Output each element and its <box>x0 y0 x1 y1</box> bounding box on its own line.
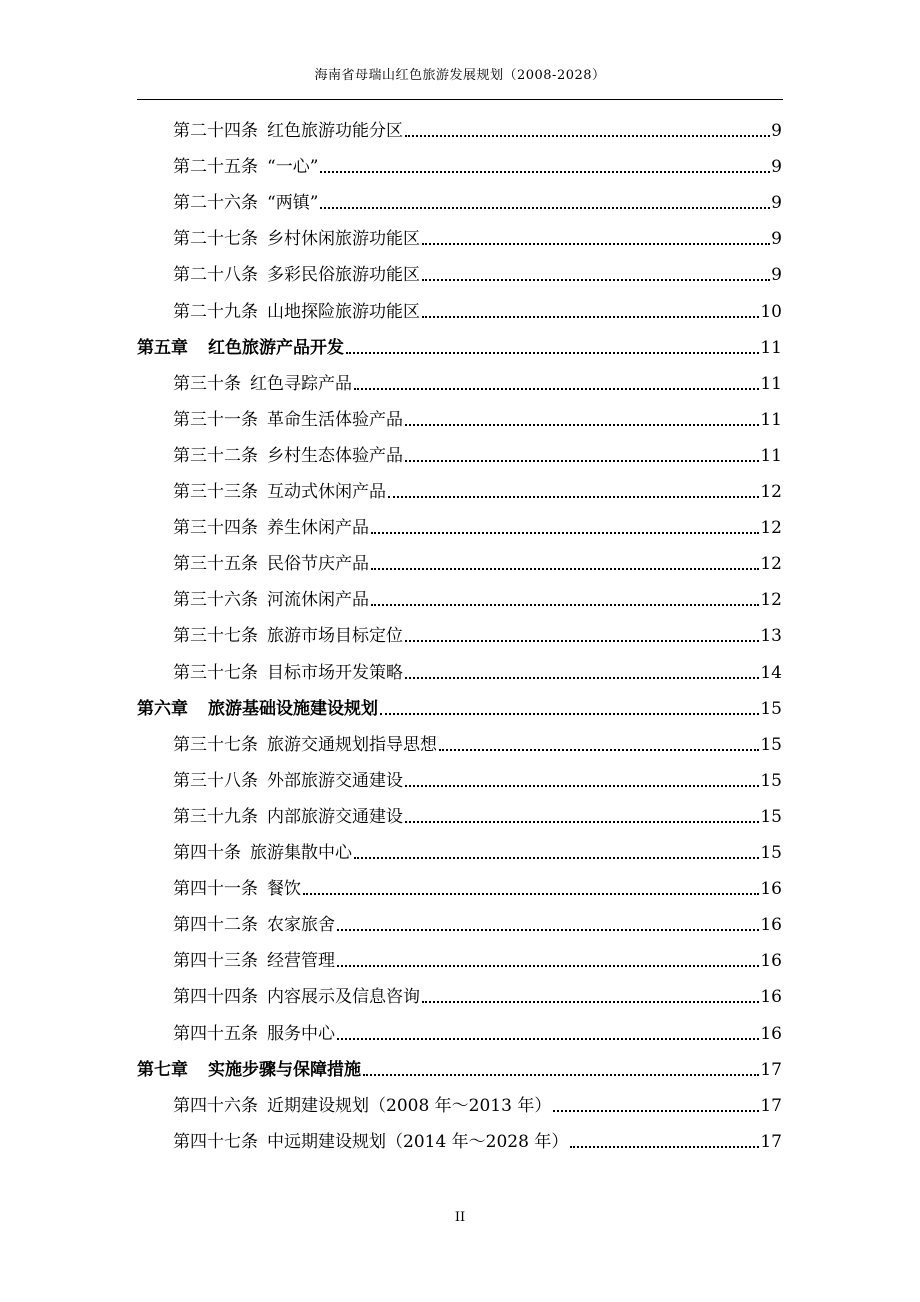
toc-entry-number: 第三十八条 <box>173 770 258 791</box>
toc-article-entry[interactable] <box>173 112 782 142</box>
toc-entry-title: 红色旅游功能分区 <box>267 121 403 141</box>
toc-dot-leader <box>405 424 759 426</box>
toc-dot-leader <box>371 532 759 534</box>
toc-article-entry[interactable] <box>173 906 782 936</box>
toc-dot-leader <box>422 316 759 318</box>
toc-entry-number: 第四十四条 <box>173 987 258 1008</box>
toc-dot-leader <box>422 243 770 245</box>
header-rule <box>137 99 783 100</box>
toc-entry-number: 第三十二条 <box>173 445 258 466</box>
toc-article-entry[interactable] <box>173 617 782 647</box>
toc-entry-number: 第四十二条 <box>173 915 258 936</box>
toc-dot-leader <box>405 460 759 462</box>
toc-entry-number: 第七章 <box>137 1059 188 1080</box>
toc-entry-page: 10 <box>760 301 782 322</box>
toc-dot-leader <box>320 171 770 173</box>
toc-chapter-entry[interactable] <box>137 1051 782 1081</box>
toc-dot-leader <box>346 352 759 354</box>
toc-entry-page: 12 <box>760 590 782 611</box>
toc-article-entry[interactable] <box>173 978 782 1008</box>
toc-dot-leader <box>371 604 759 606</box>
toc-dot-leader <box>553 1110 759 1112</box>
toc-entry-page: 11 <box>760 337 782 358</box>
toc-entry-title: 服务中心 <box>267 1023 335 1044</box>
toc-entry-page: 15 <box>760 770 782 791</box>
toc-dot-leader <box>363 1074 759 1076</box>
toc-entry-title: 山地探险旅游功能区 <box>267 301 420 322</box>
toc-article-entry[interactable] <box>173 184 782 214</box>
toc-entry-page: 14 <box>760 662 782 683</box>
toc-dot-leader <box>405 785 759 787</box>
toc-entry-number: 第三十七条 <box>173 662 258 683</box>
toc-entry-number: 第二十九条 <box>173 301 258 322</box>
toc-entry-page: 15 <box>760 806 782 827</box>
toc-article-entry[interactable] <box>173 365 782 395</box>
toc-dot-leader <box>405 821 759 823</box>
toc-entry-page: 9 <box>771 265 782 286</box>
toc-dot-leader <box>422 1001 759 1003</box>
toc-entry-page: 11 <box>760 409 782 430</box>
toc-entry-number: 第三十四条 <box>173 518 258 539</box>
toc-entry-number: 第六章 <box>137 698 188 719</box>
toc-article-entry[interactable] <box>173 834 782 864</box>
toc-dot-leader <box>388 496 759 498</box>
toc-entry-page: 17 <box>760 1095 782 1116</box>
toc-entry-number: 第二十四条 <box>173 121 258 141</box>
toc-entry-number: 第三十七条 <box>173 626 258 647</box>
toc-entry-page: 17 <box>760 1059 782 1080</box>
toc-article-entry[interactable] <box>173 220 782 250</box>
toc-entry-number: 第三十五条 <box>173 554 258 575</box>
toc-article-entry[interactable] <box>173 293 782 323</box>
toc-entry-page: 16 <box>760 1023 782 1044</box>
toc-article-entry[interactable] <box>173 1087 782 1117</box>
toc-article-entry[interactable] <box>173 148 782 178</box>
toc-entry-title: 内容展示及信息咨询 <box>267 987 420 1008</box>
toc-entry-page: 12 <box>760 482 782 502</box>
toc-entry-title: 目标市场开发策略 <box>267 662 403 683</box>
toc-dot-leader <box>354 388 759 390</box>
toc-entry-number: 第二十五条 <box>173 157 258 178</box>
toc-entry-number: 第三十九条 <box>173 806 258 827</box>
toc-entry-page: 16 <box>760 951 782 972</box>
toc-entry-title: 旅游市场目标定位 <box>267 626 403 647</box>
toc-entry-number: 第二十七条 <box>173 229 258 250</box>
toc-dot-leader <box>371 568 759 570</box>
toc-article-entry[interactable] <box>173 437 782 467</box>
toc-entry-title: 革命生活体验产品 <box>267 409 403 430</box>
toc-entry-title: 内部旅游交通建设 <box>267 806 403 827</box>
toc-article-entry[interactable] <box>173 762 782 792</box>
toc-article-entry[interactable] <box>173 401 782 431</box>
toc-dot-leader <box>337 965 759 967</box>
toc-entry-number: 第三十一条 <box>173 409 258 430</box>
toc-entry-number: 第二十六条 <box>173 193 258 214</box>
toc-article-entry[interactable] <box>173 545 782 575</box>
toc-dot-leader <box>320 207 770 209</box>
toc-entry-title: 农家旅舍 <box>267 915 335 936</box>
toc-entry-title: 养生休闲产品 <box>267 518 369 539</box>
toc-entry-title: 红色旅游产品开发 <box>208 337 344 358</box>
toc-entry-number: 第四十一条 <box>173 879 258 900</box>
toc-dot-leader <box>380 713 759 715</box>
toc-entry-title: 乡村休闲旅游功能区 <box>267 229 420 250</box>
toc-entry-number: 第四十六条 <box>173 1095 258 1116</box>
toc-dot-leader <box>439 749 759 751</box>
toc-article-entry[interactable] <box>173 726 782 756</box>
toc-dot-leader <box>405 640 759 642</box>
toc-entry-page: 13 <box>760 626 782 647</box>
toc-article-entry[interactable] <box>173 870 782 900</box>
toc-entry-page: 11 <box>760 445 782 466</box>
toc-entry-title: 河流休闲产品 <box>267 590 369 611</box>
toc-chapter-entry[interactable] <box>137 690 782 720</box>
toc-entry-number: 第三十条 <box>173 373 241 394</box>
toc-article-entry[interactable] <box>173 798 782 828</box>
toc-entry-number: 第四十五条 <box>173 1023 258 1044</box>
toc-chapter-entry[interactable] <box>137 329 782 359</box>
toc-entry-title: “两镇” <box>267 193 319 214</box>
toc-entry-page: 15 <box>760 734 782 755</box>
toc-entry-page: 9 <box>771 229 782 250</box>
toc-entry-title: 实施步骤与保障措施 <box>208 1059 361 1080</box>
toc-entry-number: 第四十七条 <box>173 1131 258 1152</box>
toc-dot-leader <box>303 893 759 895</box>
toc-entry-title: 旅游基础设施建设规划 <box>208 698 378 719</box>
toc-article-entry[interactable] <box>173 1015 782 1045</box>
toc-entry-page: 12 <box>760 518 782 539</box>
toc-entry-title: “一心” <box>267 157 319 178</box>
toc-entry-number: 第三十七条 <box>173 734 258 755</box>
toc-dot-leader <box>337 1038 759 1040</box>
toc-dot-leader <box>570 1146 759 1148</box>
toc-article-entry[interactable] <box>173 1123 782 1153</box>
toc-entry-page: 9 <box>771 193 782 214</box>
toc-entry-title: 互动式休闲产品 <box>267 482 386 502</box>
page-number: II <box>454 1210 466 1225</box>
toc-article-entry[interactable] <box>173 581 782 611</box>
toc-entry-page: 11 <box>760 373 782 394</box>
toc-entry-number: 第三十六条 <box>173 590 258 611</box>
toc-entry-page: 9 <box>771 157 782 178</box>
toc-dot-leader <box>405 135 770 137</box>
toc-entry-title: 红色寻踪产品 <box>250 373 352 394</box>
toc-entry-title: 近期建设规划（2008 年～2013 年） <box>267 1095 552 1116</box>
running-header: 海南省母瑞山红色旅游发展规划（2008-2028） <box>314 68 606 83</box>
toc-entry-title: 中远期建设规划（2014 年～2028 年） <box>267 1131 569 1152</box>
toc-dot-leader <box>337 929 759 931</box>
toc-entry-title: 外部旅游交通建设 <box>267 770 403 791</box>
toc-entry-title: 旅游集散中心 <box>250 843 352 863</box>
toc-entry-number: 第四十三条 <box>173 951 258 972</box>
toc-dot-leader <box>405 677 759 679</box>
toc-entry-page: 9 <box>771 121 782 141</box>
toc-entry-number: 第三十三条 <box>173 482 258 502</box>
toc-entry-page: 16 <box>760 987 782 1008</box>
toc-article-entry[interactable] <box>173 509 782 539</box>
toc-dot-leader <box>354 857 759 859</box>
toc-entry-number: 第四十条 <box>173 843 241 863</box>
toc-entry-title: 旅游交通规划指导思想 <box>267 734 437 755</box>
toc-entry-title: 餐饮 <box>267 879 301 900</box>
toc-entry-page: 15 <box>760 843 782 863</box>
toc-article-entry[interactable] <box>173 473 782 503</box>
toc-entry-title: 多彩民俗旅游功能区 <box>267 265 420 286</box>
toc-entry-title: 经营管理 <box>267 951 335 972</box>
toc-entry-title: 乡村生态体验产品 <box>267 445 403 466</box>
toc-entry-number: 第五章 <box>137 337 188 358</box>
toc-article-entry[interactable] <box>173 654 782 684</box>
toc-entry-page: 17 <box>760 1131 782 1152</box>
toc-entry-page: 16 <box>760 915 782 936</box>
toc-dot-leader <box>422 279 770 281</box>
toc-entry-page: 16 <box>760 879 782 900</box>
toc-entry-page: 12 <box>760 554 782 575</box>
toc-article-entry[interactable] <box>173 256 782 286</box>
toc-article-entry[interactable] <box>173 942 782 972</box>
toc-entry-page: 15 <box>760 698 782 719</box>
toc-entry-title: 民俗节庆产品 <box>267 554 369 575</box>
toc-entry-number: 第二十八条 <box>173 265 258 286</box>
